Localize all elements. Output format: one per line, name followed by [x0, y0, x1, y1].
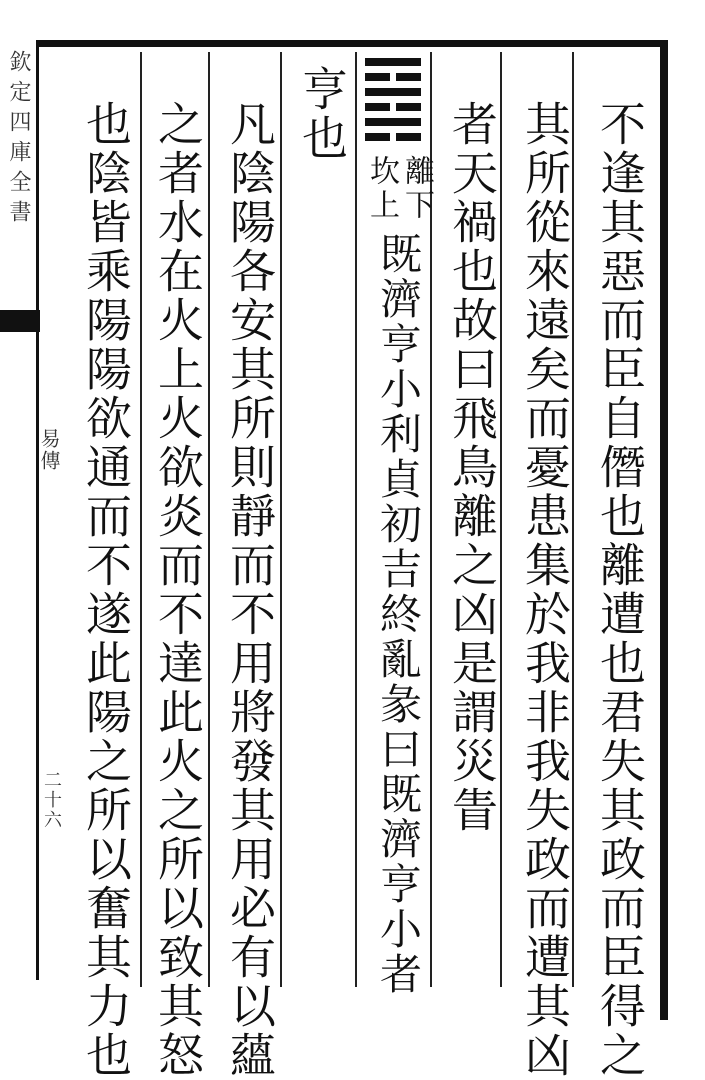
- trigram-lower-label: 離下: [399, 155, 434, 223]
- margin-fishtail-mark: [0, 310, 40, 332]
- hexagram-line: [365, 58, 421, 66]
- column-rule: [208, 52, 210, 987]
- text-column-8: 也陰皆乘陽陽欲通而不遂此陽之所以奮其力也: [79, 100, 133, 1080]
- text-column-2: 其所從來遠矣而憂患集於我非我失政而遭其凶: [518, 100, 572, 1080]
- margin-page-number: 二十六: [41, 770, 62, 830]
- column-rule: [280, 52, 282, 987]
- hexagram-line: [365, 88, 421, 96]
- page-frame-right: [660, 40, 668, 1020]
- text-column-7: 之者水在火上火欲炎而不達此火之所以致其怒: [151, 100, 205, 1080]
- column-rule: [355, 52, 357, 987]
- hexagram-line: [365, 133, 421, 141]
- text-column-1: 不逢其惡而臣自僭也離遭也君失其政而臣得之: [593, 100, 647, 1080]
- hexagram-line: [365, 73, 421, 81]
- margin-book-title: 欽定四庫全書: [6, 50, 31, 230]
- hexagram-jiji-icon: [365, 58, 421, 148]
- page-frame-left: [36, 40, 39, 980]
- column-rule: [140, 52, 142, 987]
- text-column-6: 凡陰陽各安其所則靜而不用將發其用必有以蘊: [223, 100, 277, 1080]
- hexagram-line: [365, 118, 421, 126]
- page-frame-top: [36, 40, 668, 47]
- text-column-4: 既濟亨小利貞初吉終亂彖曰既濟亨小者: [374, 232, 423, 997]
- margin-section-label: 易傳: [37, 428, 61, 472]
- hexagram-line: [365, 103, 421, 111]
- text-column-5: 亨也: [295, 65, 349, 163]
- trigram-upper-label: 坎上: [364, 155, 399, 223]
- text-column-3: 者天禍也故曰飛鳥離之凶是謂災眚: [445, 100, 499, 835]
